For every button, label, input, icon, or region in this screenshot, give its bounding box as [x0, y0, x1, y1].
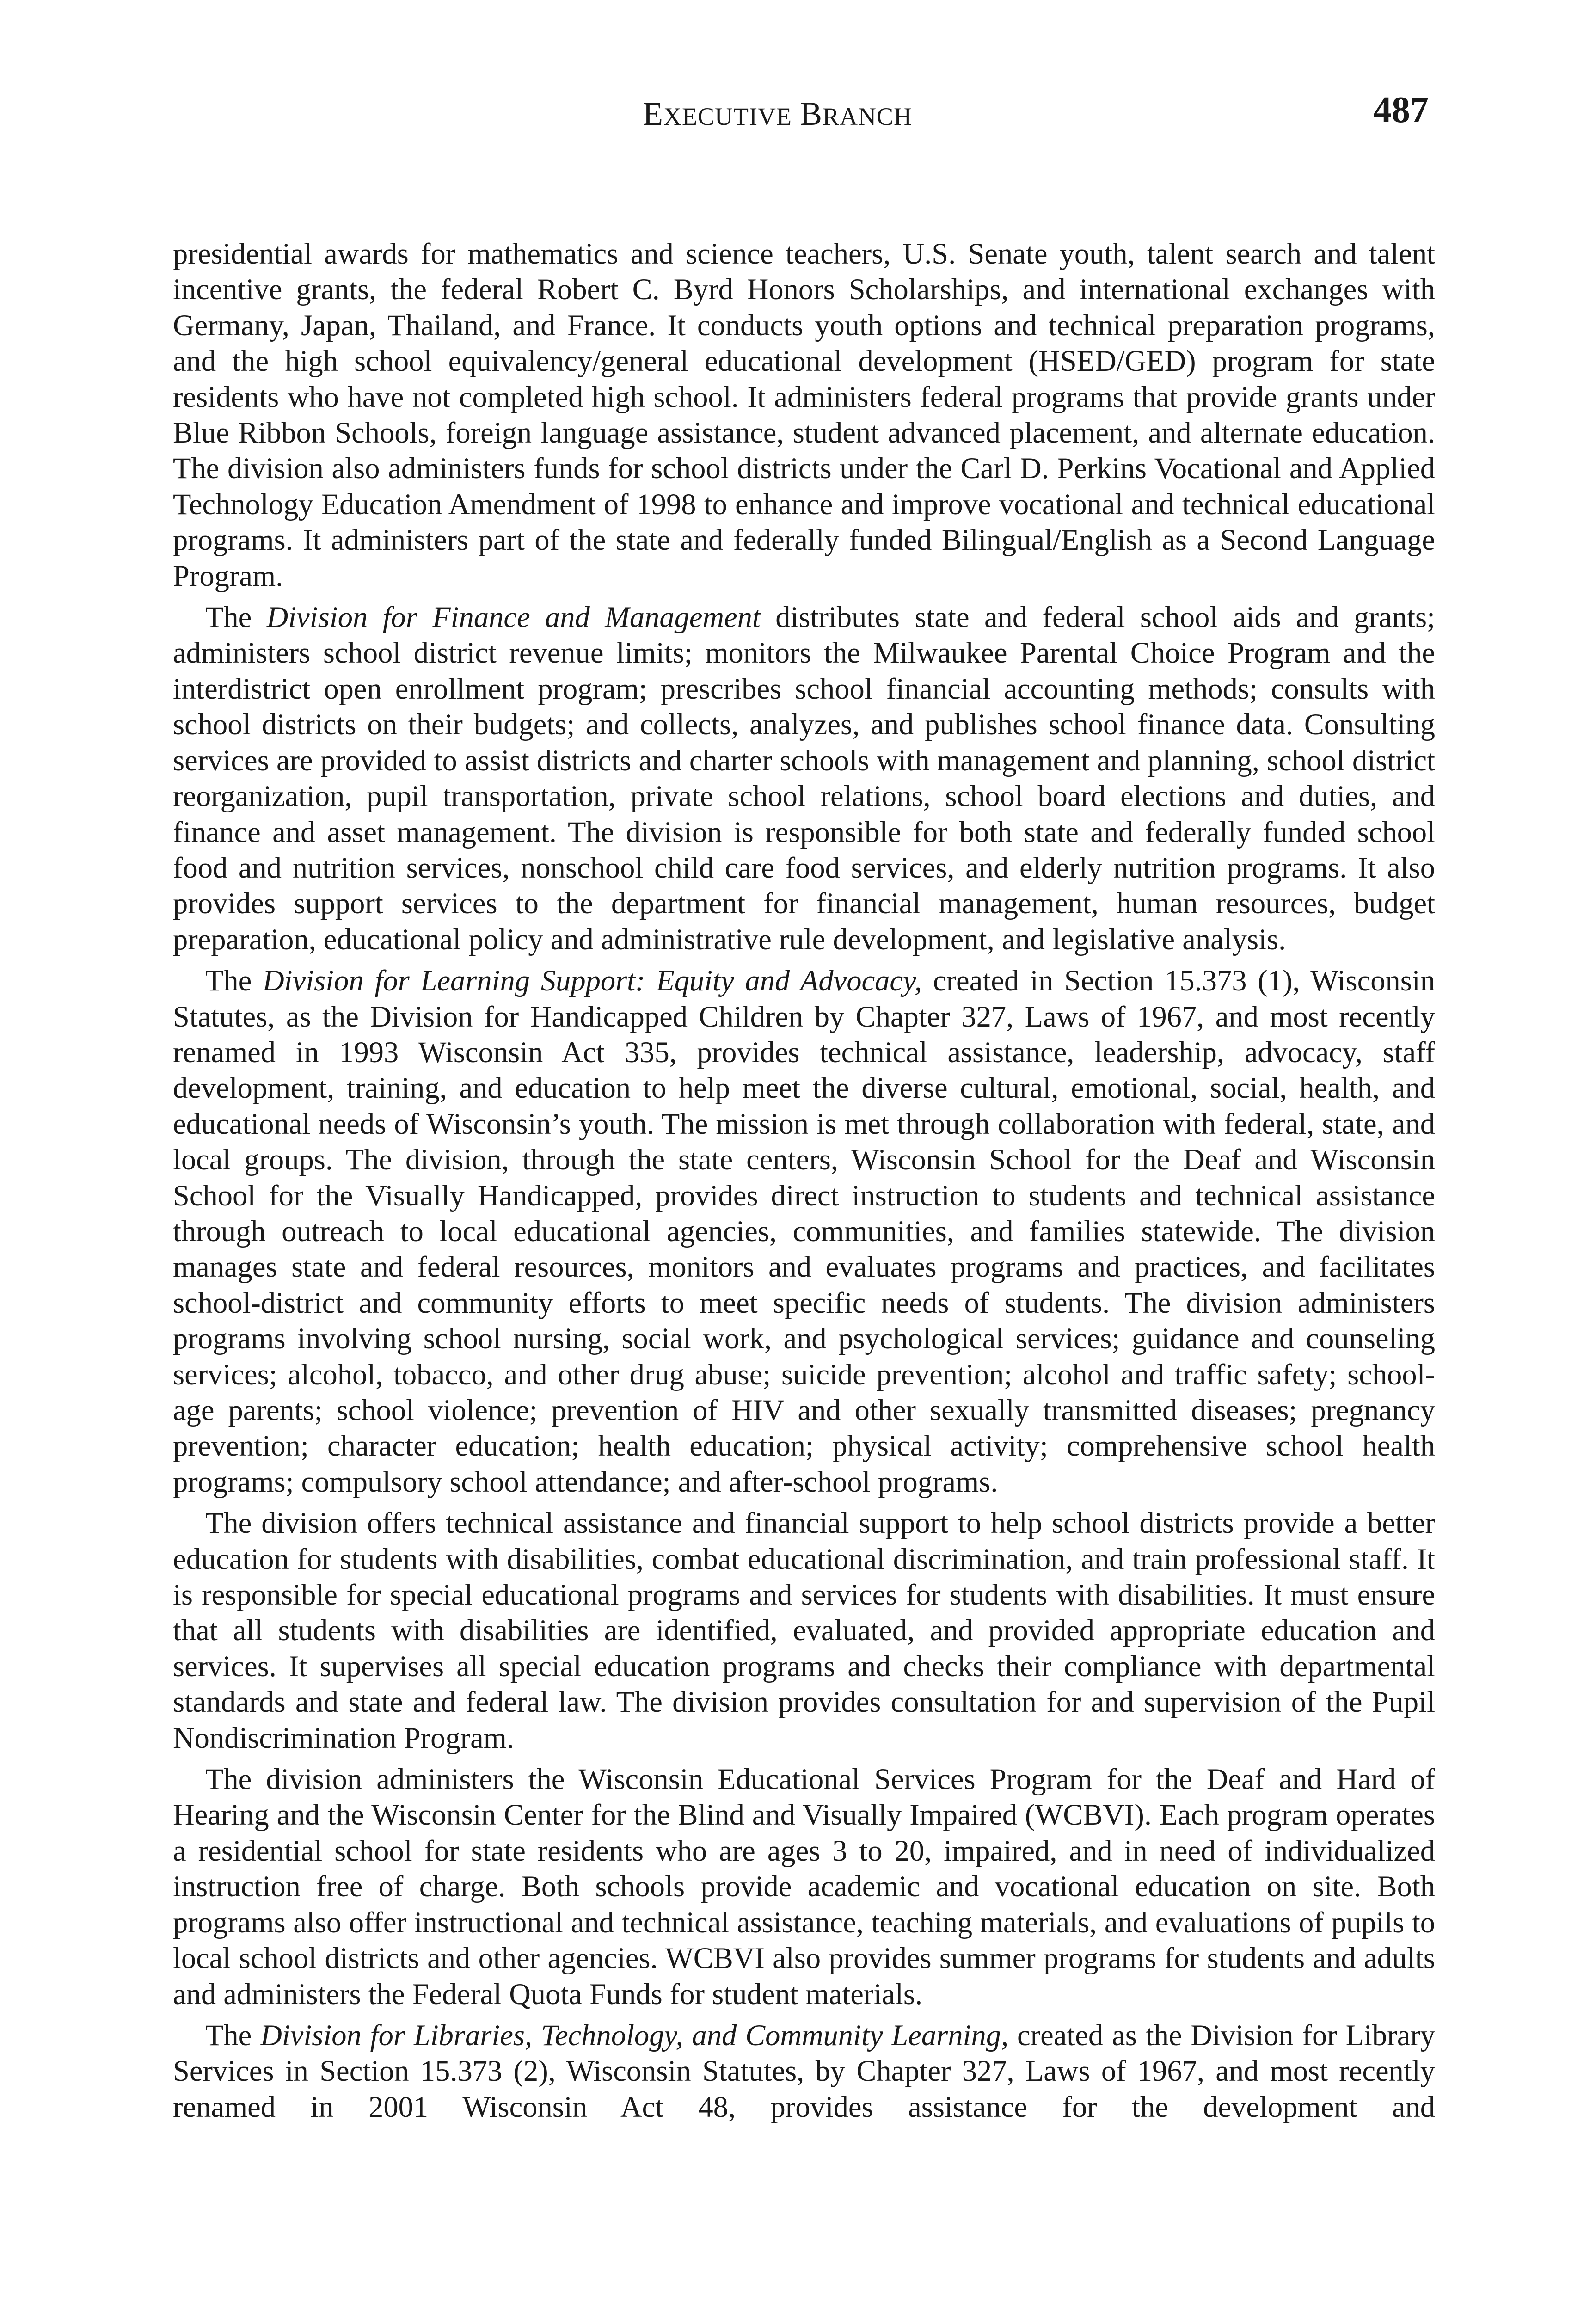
- paragraph-text: distributes state and federal school aids and grants; administers school district revenue limits; monitors the Milwaukee Parental Choice Program and the interdistrict open enrollment program; prescribes school financial accounting methods; consults with school districts on their budgets; and collects, analyzes, and publishes school finance data. Consulting services are provided to assist districts and charter schools with management and planning, school district reorganization, pupil transportation, private school relations, school board elections and duties, and finance and asset management. The division is responsible for both state and federally funded school food and nutrition services, nonschool child care food services, and elderly nutrition programs. It also provides support services to the department for financial management, human resources, budget preparation, educational policy and administrative rule development, and legislative analysis.: [173, 601, 1436, 956]
- paragraph-text: presidential awards for mathematics and science teachers, U.S. Senate youth, talent search and talent incentive grants, the federal Robert C. Byrd Honors Scholarships, and international exchanges with Germany, Japan, Thailand, and France. It conducts youth options and technical preparation programs, and the high school equivalency/general educational development (HSED/GED) program for state residents who have not completed high school. It administers federal programs that provide grants under Blue Ribbon Schools, foreign language assistance, student advanced placement, and alternate education. The division also administers funds for school districts under the Carl D. Perkins Vocational and Applied Technology Education Amendment of 1998 to enhance and improve vocational and technical educational programs. It administers part of the state and federally funded Bilingual/English as a Second Language Program.: [173, 237, 1435, 592]
- paragraph-libraries-technology: [173, 2017, 1435, 2125]
- running-head-small-caps: RANCH: [822, 103, 912, 130]
- paragraph-finance-management: [173, 599, 1435, 957]
- paragraph-lead: The: [205, 964, 263, 997]
- page-header: [0, 86, 1596, 141]
- division-name: Division for Learning Support: Equity and Advocacy,: [263, 964, 922, 997]
- division-name: Division for Finance and Management: [266, 601, 761, 634]
- page-number: 487: [1373, 90, 1429, 130]
- running-head-initial: B: [799, 95, 823, 132]
- paragraph-disabilities: [173, 1505, 1435, 1756]
- paragraph-text: The division administers the Wisconsin Educational Services Program for the Deaf and Hard of Hearing and the Wisconsin Center for the Blind and Visually Impaired (WCBVI). Each program operates a residential school for state residents who are ages 3 to 20, impaired, and in need of individualized instruction free of charge. Both schools provide academic and vocational education on site. Both programs also offer instructional and technical assistance, teaching materials, and evaluations of pupils to local school districts and other agencies. WCBVI also provides summer programs for students and adults and administers the Federal Quota Funds for student materials.: [173, 1763, 1435, 2011]
- paragraph-lead: The: [205, 601, 267, 634]
- paragraph-continued-awards: [173, 236, 1435, 594]
- paragraph-deaf-blind-programs: [173, 1761, 1435, 2012]
- running-head-small-caps: XECUTIVE: [663, 103, 792, 130]
- paragraph-text: created in Section 15.373 (1), Wisconsin Statutes, as the Division for Handicapped Children by Chapter 327, Laws of 1967, and most recently renamed in 1993 Wisconsin Act 335, provides technical assistance, leadership, advocacy, staff development, training, and education to help meet the diverse cultural, emotional, social, health, and educational needs of Wisconsin’s youth. The mission is met through collaboration with federal, state, and local groups. The division, through the state centers, Wisconsin School for the Deaf and Wisconsin School for the Visually Handicapped, provides direct instruction to students and technical assistance through outreach to local educational agencies, communities, and families statewide. The division manages state and federal resources, monitors and evaluates programs and practices, and facilitates school-district and community efforts to meet specific needs of students. The division administers programs involving school nursing, social work, and psychological services; guidance and counseling services; alcohol, tobacco, and other drug abuse; suicide prevention; alcohol and traffic safety; school-age parents; school violence; prevention of HIV and other sexually transmitted diseases; pregnancy prevention; character education; health education; physical activity; comprehensive school health programs; compulsory school attendance; and after-school programs.: [173, 964, 1435, 1498]
- paragraph-text: created as the Division for Library Services in Section 15.373 (2), Wisconsin Statutes, by Chapter 327, Laws of 1967, and most recently renamed in 2001 Wisconsin Act 48, provides assistance for the development and: [173, 2018, 1436, 2123]
- running-head-initial: E: [643, 95, 663, 132]
- paragraph-lead: The: [205, 2018, 261, 2052]
- paragraph-learning-support: [173, 963, 1435, 1500]
- running-head: [643, 95, 912, 133]
- paragraph-text: The division offers technical assistance and financial support to help school districts provide a better education for students with disabilities, combat educational discrimination, and train professional staff. It is responsible for special educational programs and services for students with disabilities. It must ensure that all students with disabilities are identified, evaluated, and provided appropriate education and services. It supervises all special education programs and checks their compliance with departmental standards and state and federal law. The division provides consultation for and supervision of the Pupil Nondiscrimination Program.: [173, 1506, 1435, 1754]
- body-text: [173, 236, 1435, 2130]
- division-name: Division for Libraries, Technology, and Community Learning,: [260, 2018, 1009, 2052]
